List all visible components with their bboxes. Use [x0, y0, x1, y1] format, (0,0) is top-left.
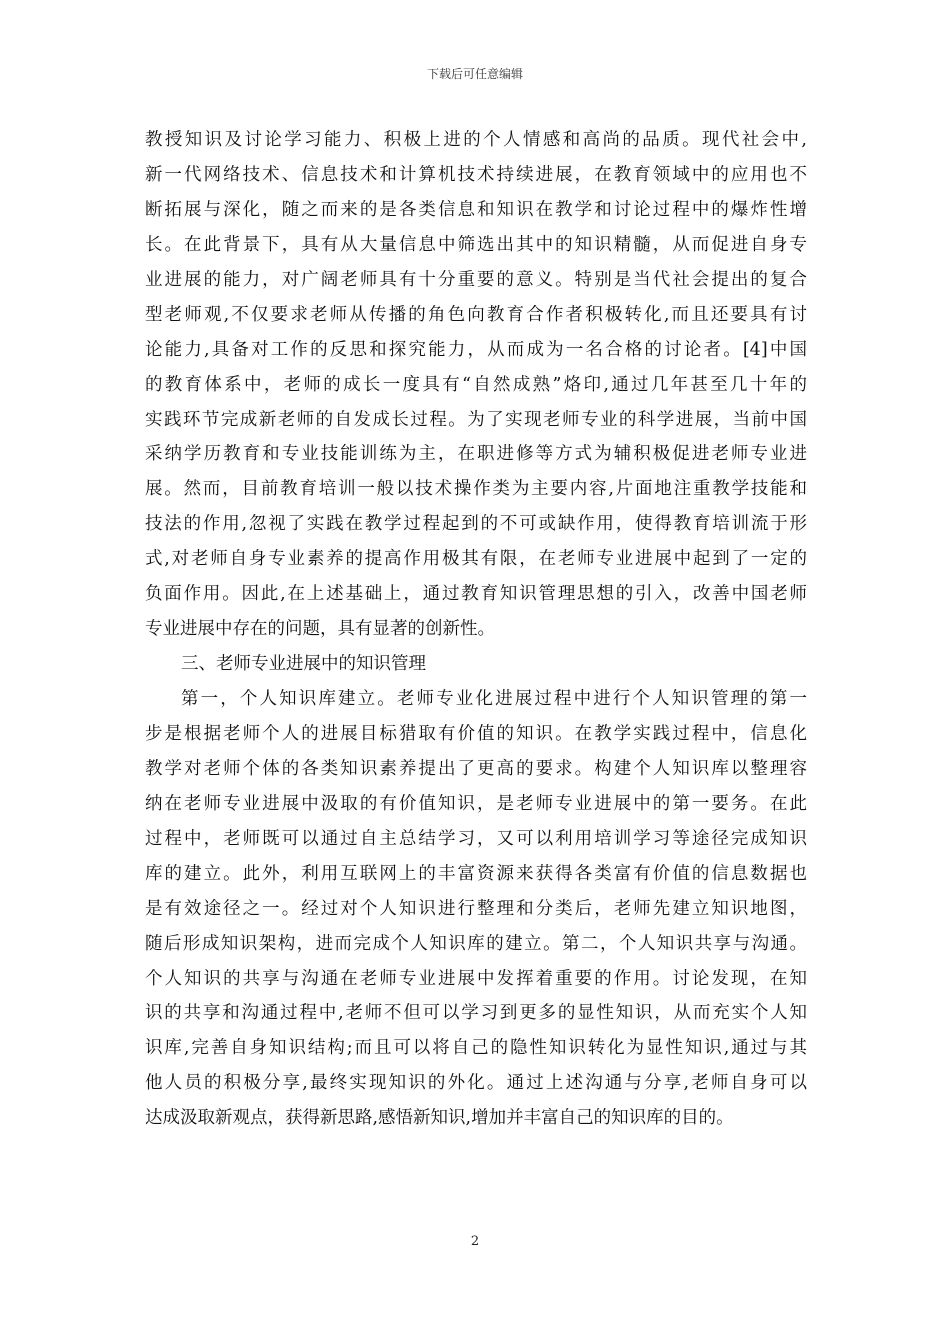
- text-line: 过程中，老师既可以通过自主总结学习，又可以利用培训学习等途径完成知识: [145, 828, 807, 849]
- text-line: 断拓展与深化，随之而来的是各类信息和知识在教学和讨论过程中的爆炸性增: [145, 199, 807, 220]
- text-line: 长。在此背景下，具有从大量信息中筛选出其中的知识精髓，从而促进自身专: [145, 234, 807, 255]
- text-line: 的教育体系中，老师的成长一度具有“自然成熟”烙印,通过几年甚至几十年的: [145, 374, 807, 395]
- text-line: 专业进展中存在的问题，具有显著的创新性。: [145, 619, 495, 640]
- section-heading: 三、老师专业进展中的知识管理: [181, 654, 426, 675]
- text-line: 式,对老师自身专业素养的提高作用极其有限，在老师专业进展中起到了一定的: [145, 549, 807, 570]
- text-line: 他人员的积极分享,最终实现知识的外化。通过上述沟通与分享,老师自身可以: [145, 1073, 807, 1094]
- text-line: 教学对老师个体的各类知识素养提出了更高的要求。构建个人知识库以整理容: [145, 758, 807, 779]
- page-number: 2: [470, 1234, 480, 1249]
- page-header: 下载后可任意编辑: [426, 67, 523, 81]
- text-line: 纳在老师专业进展中汲取的有价值知识，是老师专业进展中的第一要务。在此: [145, 793, 807, 814]
- text-line: 技法的作用,忽视了实践在教学过程起到的不可或缺作用，使得教育培训流于形: [145, 514, 807, 535]
- text-line: 实践环节完成新老师的自发成长过程。为了实现老师专业的科学进展，当前中国: [145, 409, 807, 430]
- text-line: 业进展的能力，对广阔老师具有十分重要的意义。特别是当代社会提出的复合: [145, 269, 807, 290]
- document-body: [145, 123, 807, 1136]
- text-line: 是有效途径之一。经过对个人知识进行整理和分类后，老师先建立知识地图，: [145, 898, 807, 919]
- text-line: 识的共享和沟通过程中,老师不但可以学习到更多的显性知识，从而充实个人知: [145, 1003, 807, 1024]
- text-line: 教授知识及讨论学习能力、积极上进的个人情感和高尚的品质。现代社会中,: [145, 130, 807, 150]
- text-line: 达成汲取新观点，获得新思路,感悟新知识,增加并丰富自己的知识库的目的。: [145, 1108, 734, 1129]
- text-line: 展。然而，目前教育培训一般以技术操作类为主要内容,片面地注重教学技能和: [145, 479, 807, 500]
- text-line: 论能力,具备对工作的反思和探究能力，从而成为一名合格的讨论者。[4]中国: [145, 339, 807, 360]
- text-line: 个人知识的共享与沟通在老师专业进展中发挥着重要的作用。讨论发现，在知: [145, 968, 807, 989]
- text-line: 库的建立。此外，利用互联网上的丰富资源来获得各类富有价值的信息数据也: [145, 863, 807, 884]
- text-line: 步是根据老师个人的进展目标猎取有价值的知识。在教学实践过程中，信息化: [145, 723, 807, 744]
- text-line: 采纳学历教育和专业技能训练为主，在职进修等方式为辅积极促进老师专业进: [145, 444, 807, 465]
- text-line: 型老师观,不仅要求老师从传播的角色向教育合作者积极转化,而且还要具有讨: [145, 304, 807, 325]
- text-line: 新一代网络技术、信息技术和计算机技术持续进展，在教育领域中的应用也不: [145, 164, 807, 185]
- text-line: 随后形成知识架构，进而完成个人知识库的建立。第二，个人知识共享与沟通。: [145, 933, 807, 954]
- text-line: 负面作用。因此,在上述基础上，通过教育知识管理思想的引入，改善中国老师: [145, 584, 807, 605]
- text-line: 识库,完善自身知识结构;而且可以将自己的隐性知识转化为显性知识,通过与其: [145, 1038, 807, 1059]
- text-line: 第一，个人知识库建立。老师专业化进展过程中进行个人知识管理的第一: [181, 689, 807, 709]
